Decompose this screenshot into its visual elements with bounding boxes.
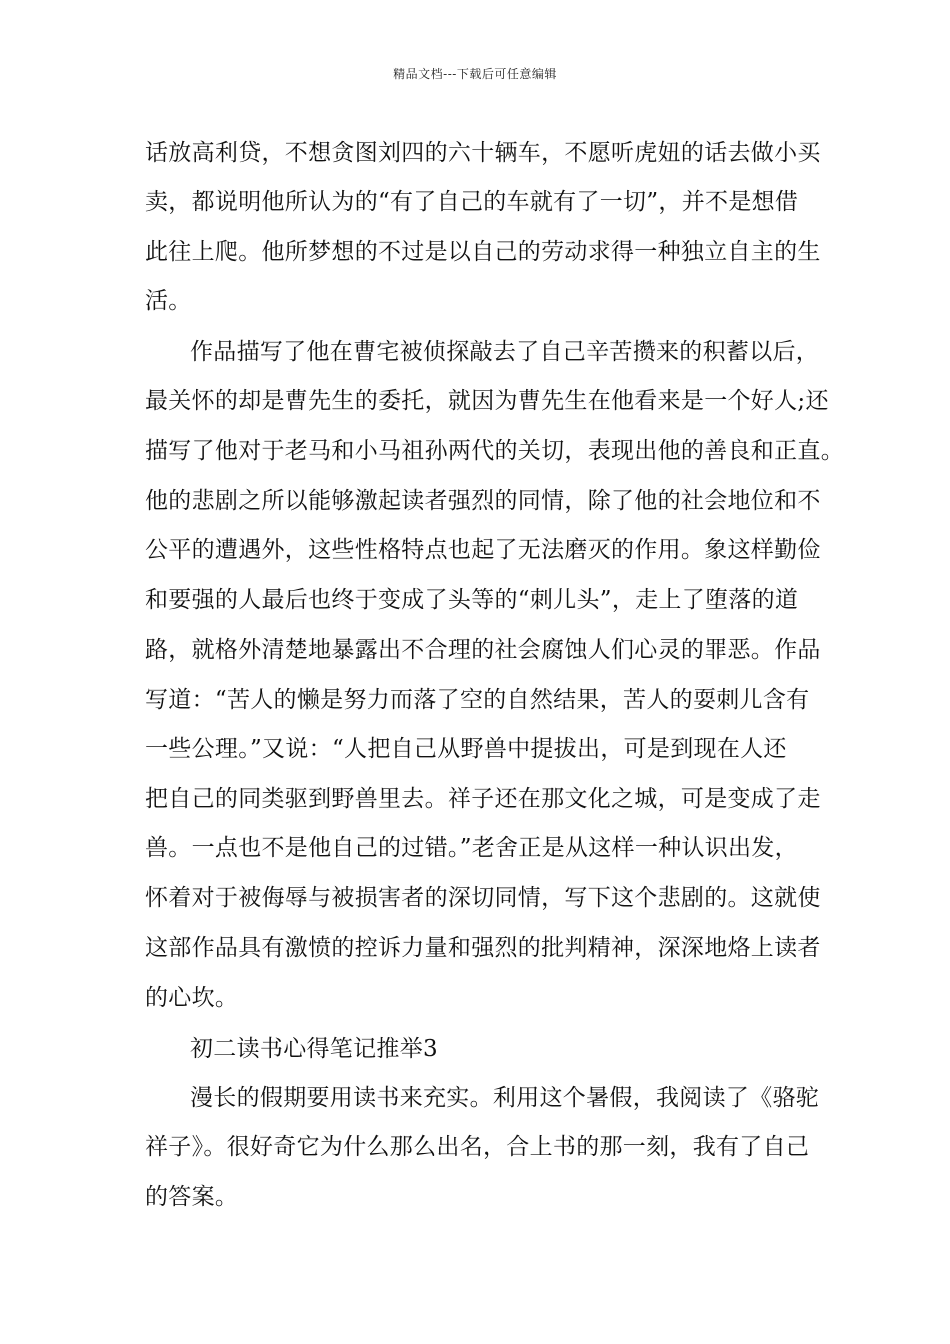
text-line: 和要强的人最后也终于变成了头等的“刺儿头”，走上了堕落的道 (145, 587, 799, 613)
text-line: 的心坎。 (145, 985, 239, 1011)
text-line: 这部作品具有激愤的控诉力量和强烈的批判精神，深深地烙上读者 (145, 935, 821, 961)
text-line: 他的悲剧之所以能够激起读者强烈的同情，除了他的社会地位和不 (145, 488, 821, 514)
text-line: 最关怀的却是曹先生的委托，就因为曹先生在他看来是一个好人;还 (145, 388, 829, 414)
text-line: 的答案。 (145, 1184, 239, 1210)
text-line: 把自己的同类驱到野兽里去。祥子还在那文化之城，可是变成了走 (145, 786, 821, 812)
text-line: 描写了他对于老马和小马祖孙两代的关切，表现出他的善良和正直。 (145, 438, 844, 464)
paragraph-start-line: 漫长的假期要用读书来充实。利用这个暑假，我阅读了《骆驼 (190, 1085, 820, 1111)
text-line: 一些公理。”又说：“人把自己从野兽中提拔出，可是到现在人还 (145, 736, 787, 762)
text-line: 此往上爬。他所梦想的不过是以自己的劳动求得一种独立自主的生 (145, 239, 821, 265)
text-line: 祥子》。很好奇它为什么那么出名，合上书的那一刻，我有了自己 (145, 1134, 810, 1160)
text-line: 怀着对于被侮辱与被损害者的深切同情，写下这个悲剧的。这就使 (145, 885, 821, 911)
text-line: 活。 (145, 288, 192, 314)
section-heading: 初二读书心得笔记推举3 (190, 1036, 438, 1062)
text-line: 公平的遭遇外，这些性格特点也起了无法磨灭的作用。象这样勤俭 (145, 537, 821, 563)
text-line: 卖，都说明他所认为的“有了自己的车就有了一切”，并不是想借 (145, 189, 799, 215)
page-header: 精品文档---下载后可任意编辑 (393, 67, 557, 81)
paragraph-start-line: 作品描写了他在曹宅被侦探敲去了自己辛苦攒来的积蓄以后， (190, 339, 820, 365)
text-line: 写道：“苦人的懒是努力而落了空的自然结果，苦人的耍刺儿含有 (145, 687, 810, 713)
text-line: 路，就格外清楚地暴露出不合理的社会腐蚀人们心灵的罪恶。作品 (145, 637, 821, 663)
text-line: 兽。一点也不是他自己的过错。”老舍正是从这样一种认识出发， (145, 835, 798, 861)
text-line: 话放高利贷，不想贪图刘四的六十辆车，不愿听虎妞的话去做小买 (145, 140, 821, 166)
